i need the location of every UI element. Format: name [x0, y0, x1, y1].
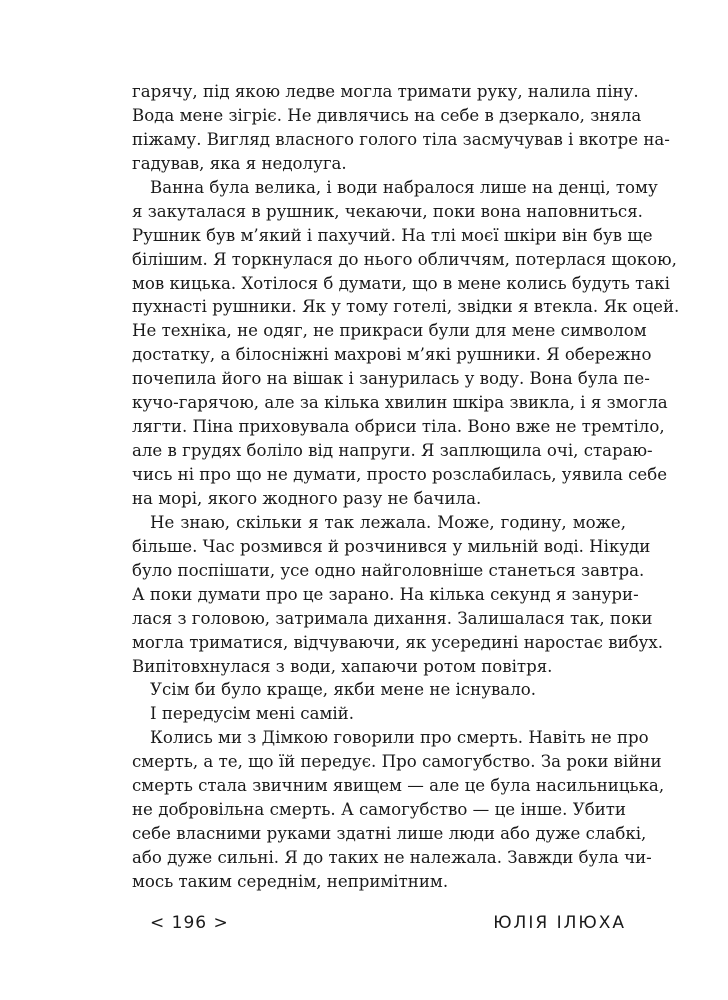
text-line: чись ні про що не думати, просто розслабилась, уявила себе — [132, 465, 668, 484]
text-line: Не техніка, не одяг, не прикраси були для мене символом — [132, 321, 647, 341]
text-line: більше. Час розмився й розчинився у мильній воді. Нікуди — [132, 536, 651, 556]
text-line: або дуже сильні. Я до таких не належала. Завжди була чи- — [132, 848, 652, 867]
text-line: але в грудях боліло від напруги. Я заплющила очі, стараю- — [132, 441, 653, 461]
author-name: ЮЛІЯ ІЛЮХА — [493, 913, 626, 933]
text-line: було поспішати, усе одно найголовніше станеться завтра. — [132, 560, 645, 580]
text-line: Рушник був м’який і пахучий. На тлі моєї шкіри він був ще — [132, 225, 653, 245]
text-line: почепила його на вішак і занурилась у воду. Вона була пе- — [132, 369, 650, 389]
text-line: пухнасті рушники. Як у тому готелі, звідки я втекла. Як оцей. — [132, 297, 680, 317]
text-line: білішим. Я торкнулася до нього обличчям, потерлася щокою, — [132, 249, 677, 269]
page-footer — [132, 913, 626, 939]
text-line: я закуталася в рушник, чекаючи, поки вона наповниться. — [132, 201, 643, 221]
text-line: кучо-гарячою, але за кілька хвилин шкіра звикла, і я змогла — [132, 393, 668, 413]
text-line: себе власними руками здатні лише люди або дуже слабкі, — [132, 824, 647, 844]
text-line: лася з головою, затримала дихання. Залишалася так, поки — [132, 608, 653, 628]
text-line: мось таким середнім, непримітним. — [132, 871, 449, 891]
text-line: могла триматися, відчуваючи, як усередині наростає вибух. — [132, 632, 664, 652]
body-text — [132, 80, 680, 894]
text-line: гарячу, під якою ледве могла тримати руку, налила піну. — [132, 82, 639, 101]
text-line: Колись ми з Дімкою говорили про смерть. Навіть не про — [150, 728, 649, 748]
text-line: Випітовхнулася з води, хапаючи ротом повітря. — [132, 656, 553, 676]
text-line: не добровільна смерть. А самогубство — це інше. Убити — [132, 800, 626, 820]
page-number: < 196 > — [150, 913, 229, 933]
text-line: на морі, якого жодного разу не бачила. — [132, 488, 482, 508]
text-line: А поки думати про це зарано. На кілька секунд я занури- — [132, 584, 639, 604]
text-line: мов кицька. Хотілося б думати, що в мене колись будуть такі — [132, 273, 670, 293]
text-line: Усім би було краще, якби мене не існувало. — [150, 680, 537, 700]
text-line: Ванна була велика, і води набралося лише на денці, тому — [150, 177, 658, 197]
text-line: достатку, а білосніжні махрові м’які рушники. Я обережно — [132, 345, 652, 365]
text-line: смерть стала звичним явищем — але це була насильницька, — [132, 776, 665, 796]
text-line: смерть, а те, що їй передує. Про самогубство. За роки війни — [132, 752, 662, 772]
text-line: піжаму. Вигляд власного голого тіла засмучував і вкотре на- — [132, 129, 670, 149]
text-line: І передусім мені самій. — [150, 704, 355, 724]
text-line: Не знаю, скільки я так лежала. Може, годину, може, — [150, 512, 626, 532]
text-line: Вода мене зігріє. Не дивлячись на себе в дзеркало, зняла — [132, 105, 642, 125]
text-line: лягти. Піна приховувала обриси тіла. Воно вже не тремтіло, — [132, 417, 665, 437]
text-line: гадував, яка я недолуга. — [132, 153, 347, 173]
